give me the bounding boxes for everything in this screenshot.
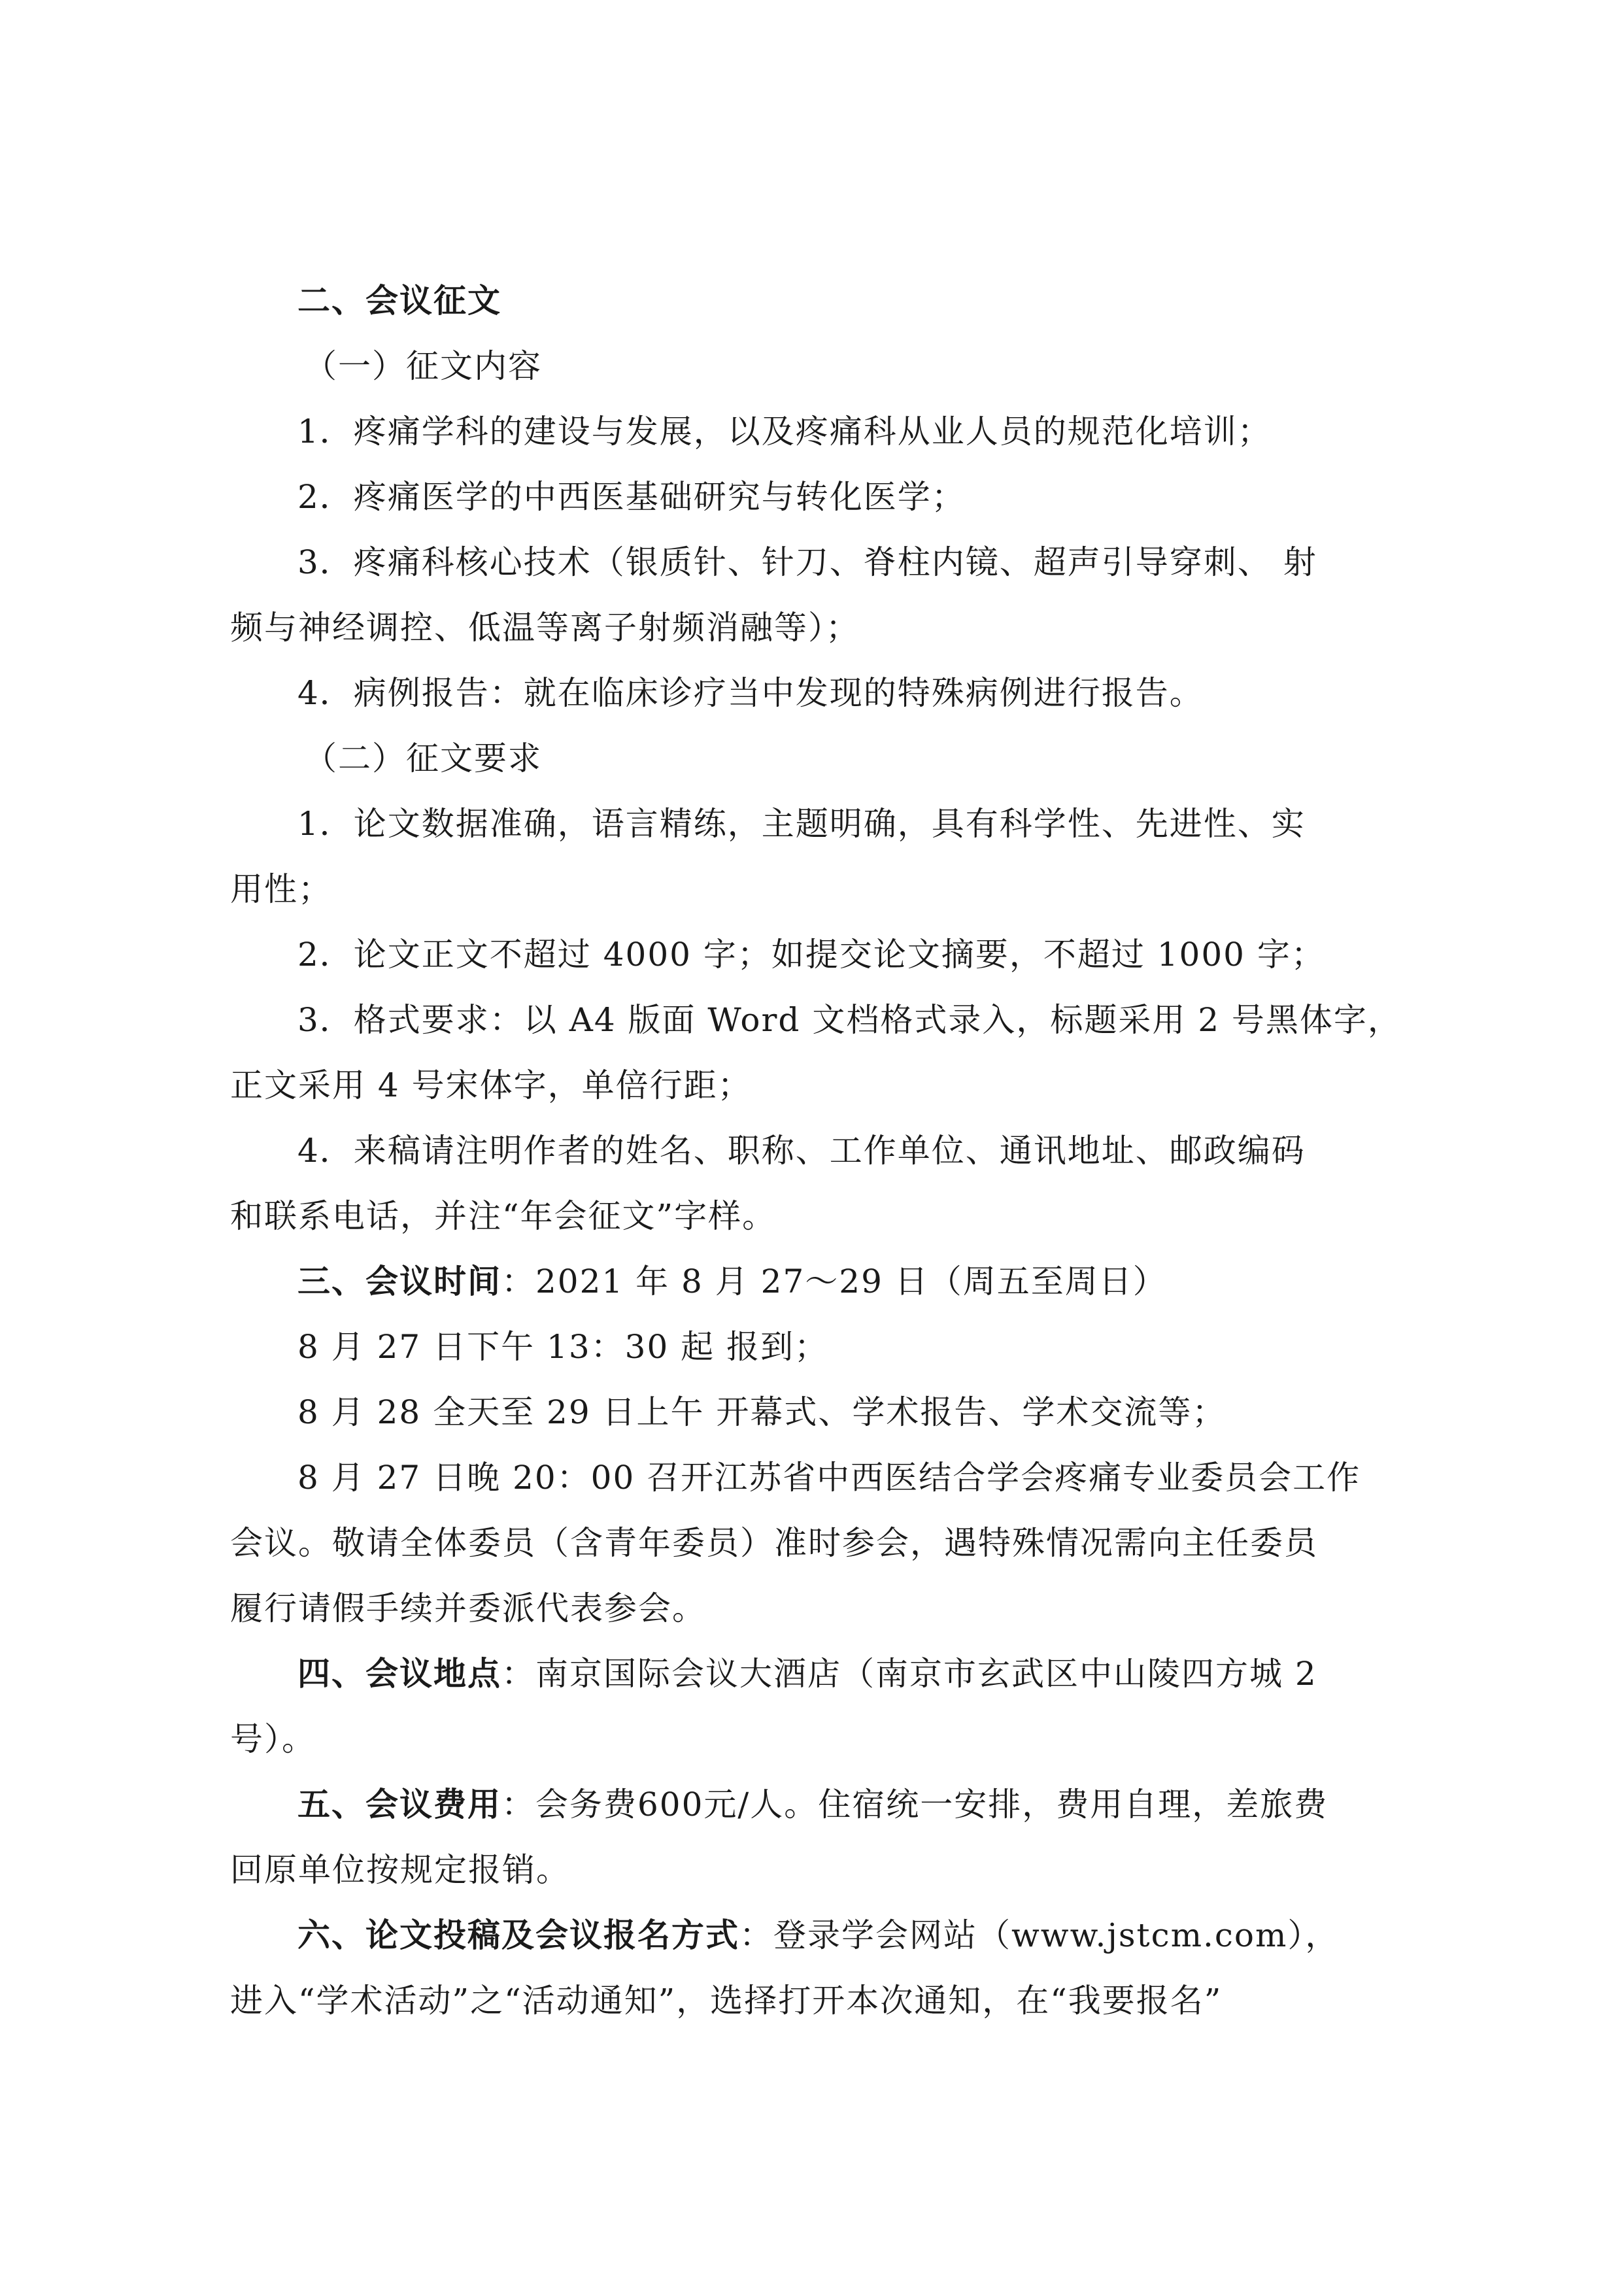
- section-5-label: 五、会议费用: [297, 1786, 501, 1823]
- content-item-4: 4．病例报告：就在临床诊疗当中发现的特殊病例进行报告。: [297, 674, 1204, 712]
- section-4-text-line-1: ：南京国际会议大酒店（南京市玄武区中山陵四方城 2: [501, 1655, 1317, 1693]
- section-6-registration: [297, 1916, 1433, 1955]
- section-4-text-line-2: 号）。: [230, 1720, 316, 1758]
- section-5-text-line-2: 回原单位按规定报销。: [230, 1851, 570, 1889]
- requirement-4-line-2: 和联系电话，并注“年会征文”字样。: [230, 1197, 777, 1235]
- content-item-2: 2．疼痛医学的中西医基础研究与转化医学；: [297, 478, 966, 516]
- section-2-heading: 二、会议征文: [297, 282, 501, 320]
- section-5-fees: [297, 1785, 1433, 1824]
- schedule-2: 8 月 28 全天至 29 日上午 开幕式、学术报告、学术交流等；: [297, 1393, 1226, 1431]
- section-4-location: [297, 1654, 1433, 1693]
- requirement-3-line-2: 正文采用 4 号宋体字，单倍行距；: [230, 1066, 752, 1104]
- section-3-label: 三、会议时间: [297, 1263, 501, 1300]
- section-2-sub-1: （一）征文内容: [304, 347, 542, 385]
- schedule-3-line-3: 履行请假手续并委派代表参会。: [230, 1589, 706, 1627]
- requirement-3-line-1: 3．格式要求：以 A4 版面 Word 文档格式录入，标题采用 2 号黑体字，: [297, 1001, 1402, 1039]
- section-4-label: 四、会议地点: [297, 1655, 501, 1693]
- content-item-3-line-1: 3．疼痛科核心技术（银质针、针刀、脊柱内镜、超声引导穿刺、 射: [297, 543, 1317, 581]
- requirement-1-line-2: 用性；: [230, 870, 332, 908]
- section-3-text: ：2021 年 8 月 27～29 日（周五至周日）: [501, 1263, 1167, 1300]
- section-3-time: [297, 1262, 1433, 1301]
- requirement-2: 2．论文正文不超过 4000 字；如提交论文摘要，不超过 1000 字；: [297, 936, 1325, 974]
- section-6-label: 六、论文投稿及会议报名方式: [297, 1916, 739, 1954]
- section-6-text-line-2: 进入“学术活动”之“活动通知”，选择打开本次通知，在“我要报名”: [230, 1982, 1223, 2020]
- requirement-1-line-1: 1．论文数据准确，语言精练，主题明确，具有科学性、先进性、实: [297, 805, 1306, 843]
- requirement-4-line-1: 4．来稿请注明作者的姓名、职称、工作单位、通讯地址、邮政编码: [297, 1132, 1306, 1170]
- content-item-3-line-2: 频与神经调控、低温等离子射频消融等）；: [230, 609, 860, 647]
- section-2-sub-2: （二）征文要求: [304, 739, 542, 777]
- schedule-3-line-2: 会议。敬请全体委员（含青年委员）准时参会，遇特殊情况需向主任委员: [230, 1524, 1318, 1562]
- content-item-1: 1．疼痛学科的建设与发展，以及疼痛科从业人员的规范化培训；: [297, 413, 1272, 450]
- section-5-text-line-1: ：会务费600元/人。住宿统一安排，费用自理，差旅费: [501, 1786, 1328, 1823]
- section-6-text-line-1: ：登录学会网站（www.jstcm.com），: [739, 1916, 1340, 1954]
- schedule-3-line-1: 8 月 27 日晚 20：00 召开江苏省中西医结合学会疼痛专业委员会工作: [297, 1459, 1361, 1497]
- schedule-1: 8 月 27 日下午 13：30 起 报到；: [297, 1328, 829, 1366]
